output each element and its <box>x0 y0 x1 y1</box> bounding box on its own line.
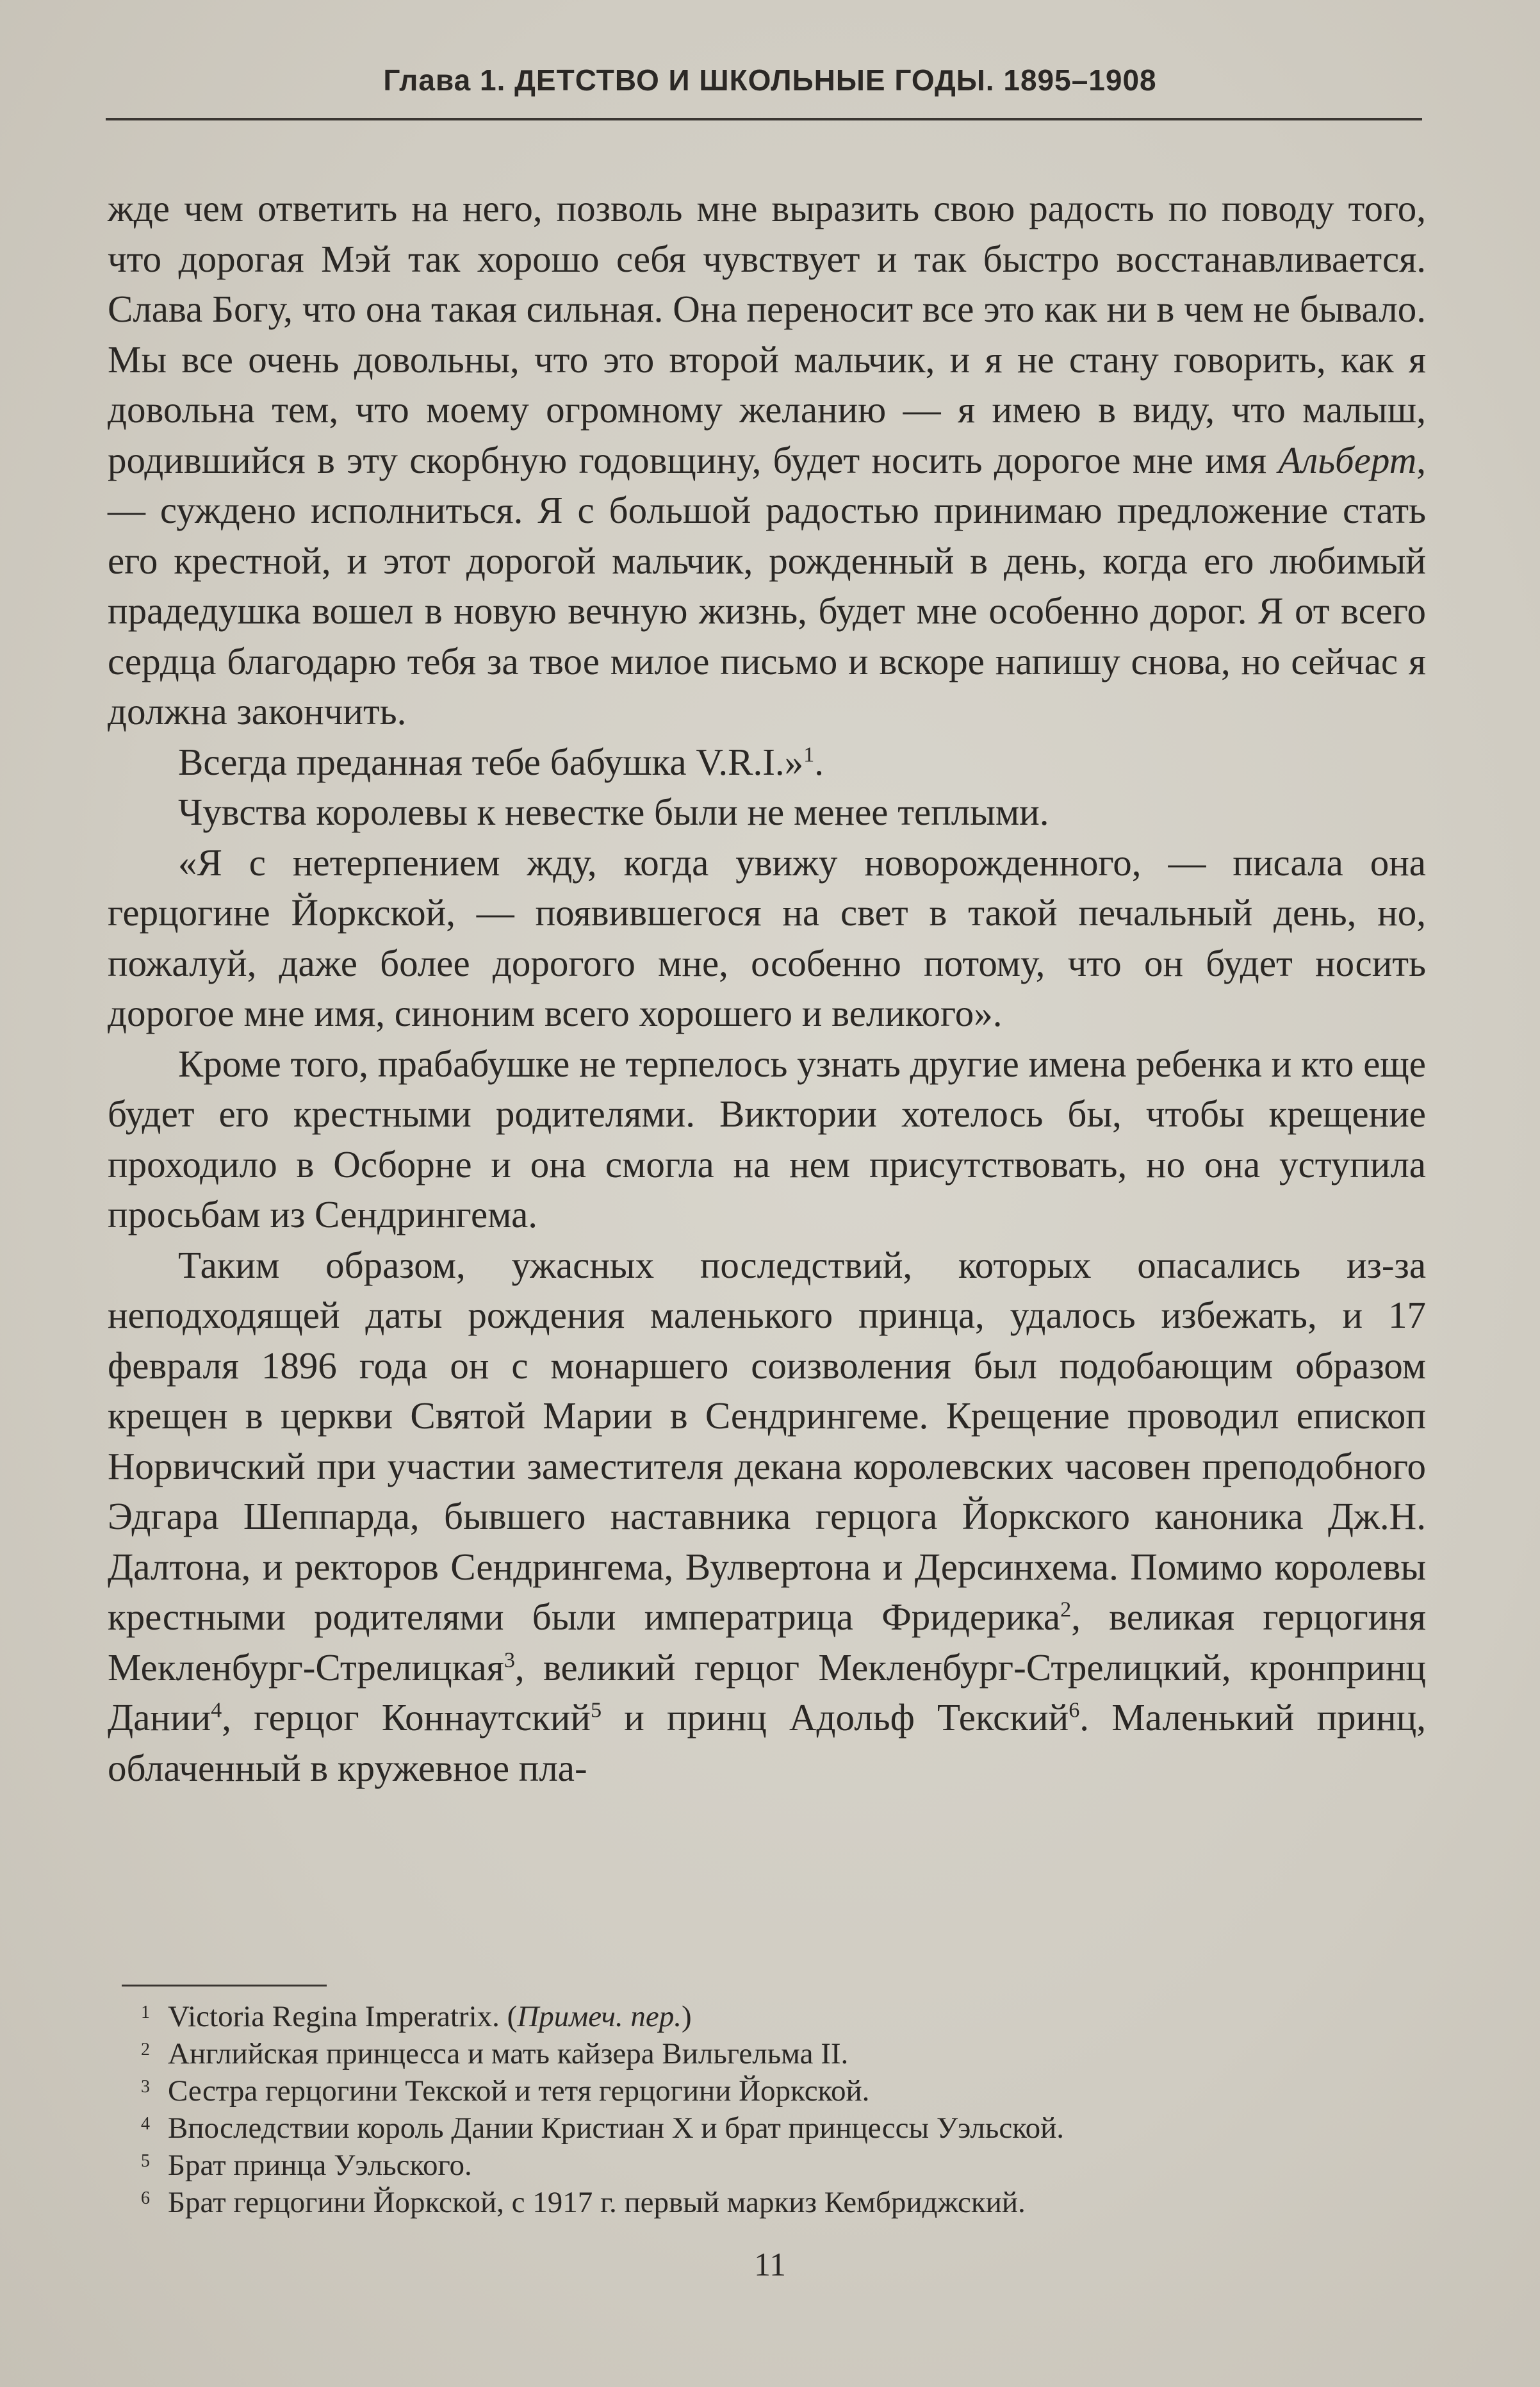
footnote-ref: 2 <box>1060 1598 1072 1622</box>
footnote-ref: 6 <box>1069 1698 1080 1722</box>
text-span: жде чем ответить на него, позволь мне выразить свою радость по поводу того, что дорогая Мэй так хорошо себя чувствует и так быстро восстанавливается. Слава Богу, что она такая сильная. Она переносит все это как ни в чем не бывало. Мы все очень довольны, что это второй мальчик, и я не стану говорить, как я довольна тем, что моему огромному желанию — я имею в виду, что малыш, родившийся в эту скорбную годовщину, будет носить дорогое мне имя <box>108 187 1426 481</box>
footnote <box>141 2184 1423 2221</box>
text-span: , герцог Коннаутский <box>222 1696 591 1739</box>
footnote <box>141 2147 1423 2184</box>
text-span: Таким образом, ужасных последствий, которых опасались из-за неподходящей даты рождения маленького принца, удалось избежать, и 17 февраля 1896 года он с монаршего соизволения был подобающим образом крещен в церкви Святой Марии в Сендрингеме. Крещение проводил епископ Норвичский при участии заместителя декана королевских часовен преподобного Эдгара Шеппарда, бывшего наставника герцога Йоркского каноника Дж.Н. Далтона, и ректоров Сендрингема, Вулвертона и Дерсинхема. Помимо королевы крестными родителями были императрица Фридерика <box>108 1243 1426 1638</box>
footnote-text: ) <box>682 2000 692 2033</box>
footnote-text: Впоследствии король Дании Кристиан X и брат принцессы Уэльской. <box>168 2111 1065 2145</box>
footnote-italic: Примеч. пер. <box>517 2000 682 2033</box>
paragraph-baptism <box>108 1240 1426 1794</box>
main-text <box>108 183 1426 1793</box>
paragraph-signature: Всегда преданная тебе бабушка V.R.I.»$^1$. <box>178 740 824 783</box>
footnotes <box>141 1998 1423 2221</box>
text-span: , великая герцогиня Мекленбург-Стрелицкая <box>108 1596 1427 1689</box>
footnote-ref: 3 <box>504 1648 515 1672</box>
footnote <box>141 2072 1423 2110</box>
footnote <box>141 2035 1423 2072</box>
footnote-text: Victoria Regina Imperatrix. ( <box>168 2000 518 2033</box>
page-number: 11 <box>753 2247 787 2283</box>
italic-name: Альберт <box>1278 438 1417 481</box>
footnote <box>141 2110 1423 2147</box>
running-header: Глава 1. ДЕТСТВО И ШКОЛЬНЫЕ ГОДЫ. 1895–1908 <box>383 63 1157 97</box>
footnote-number: 2 <box>141 2040 150 2060</box>
paragraph-letter-continuation <box>108 183 1426 737</box>
footnote-number: 4 <box>141 2114 150 2134</box>
text-span: , великий герцог Мекленбург-Стрелицкий, кронпринц Дании <box>108 1646 1426 1739</box>
footnote-ref: 5 <box>590 1698 602 1722</box>
paragraph: Кроме того, прабабушке не терпелось узнать другие имена ребенка и кто еще будет его крестными родителями. Виктории хотелось бы, чтобы крещение проходило в Осборне и она смогла на нем присутствовать, но она уступила просьбам из Сендрингема. <box>108 1042 1426 1235</box>
text-span: . Маленький принц, облаченный в кружевное пла- <box>108 1696 1426 1789</box>
footnote-ref: 1 <box>803 742 815 766</box>
footnote-text: Брат принца Уэльского. <box>168 2149 472 2182</box>
footnote-number: 5 <box>141 2151 150 2171</box>
footnote <box>141 1998 1423 2035</box>
footnote-number: 6 <box>141 2188 150 2208</box>
paragraph-quote: «Я с нетерпением жду, когда увижу новорожденного, — писала она герцогине Йоркской, — появившегося на свет в такой печальный день, но, пожалуй, даже более дорогого мне, особенно потому, что он будет носить дорогое мне имя, синоним всего хорошего и великого». <box>108 841 1426 1034</box>
footnote-number: 3 <box>141 2077 150 2097</box>
footnote-rule <box>122 1985 327 1986</box>
text-span: , — суждено исполниться. Я с большой радостью принимаю предложение стать его крестной, и этот дорогой мальчик, рожденный в день, когда его любимый прадедушка вошел в новую вечную жизнь, будет мне особенно дорог. Я от всего сердца благодарю тебя за твое милое письмо и вскоре напишу снова, но сейчас я должна закончить. <box>108 438 1426 732</box>
footnote-number: 1 <box>141 2003 150 2022</box>
text-span: и принц Адольф Текский <box>602 1696 1069 1739</box>
paragraph: Чувства королевы к невестке были не менее теплыми. <box>178 791 1049 833</box>
footnote-text: Брат герцогини Йоркской, с 1917 г. первый маркиз Кембриджский. <box>168 2186 1026 2219</box>
footnote-text: Сестра герцогини Текской и тетя герцогини Йоркской. <box>168 2074 870 2108</box>
header-rule <box>106 118 1422 120</box>
footnote-text: Английская принцесса и мать кайзера Вильгельма II. <box>168 2037 849 2070</box>
footnote-ref: 4 <box>211 1698 222 1722</box>
text-span: Всегда преданная тебе бабушка V.R.I.» <box>178 740 804 783</box>
